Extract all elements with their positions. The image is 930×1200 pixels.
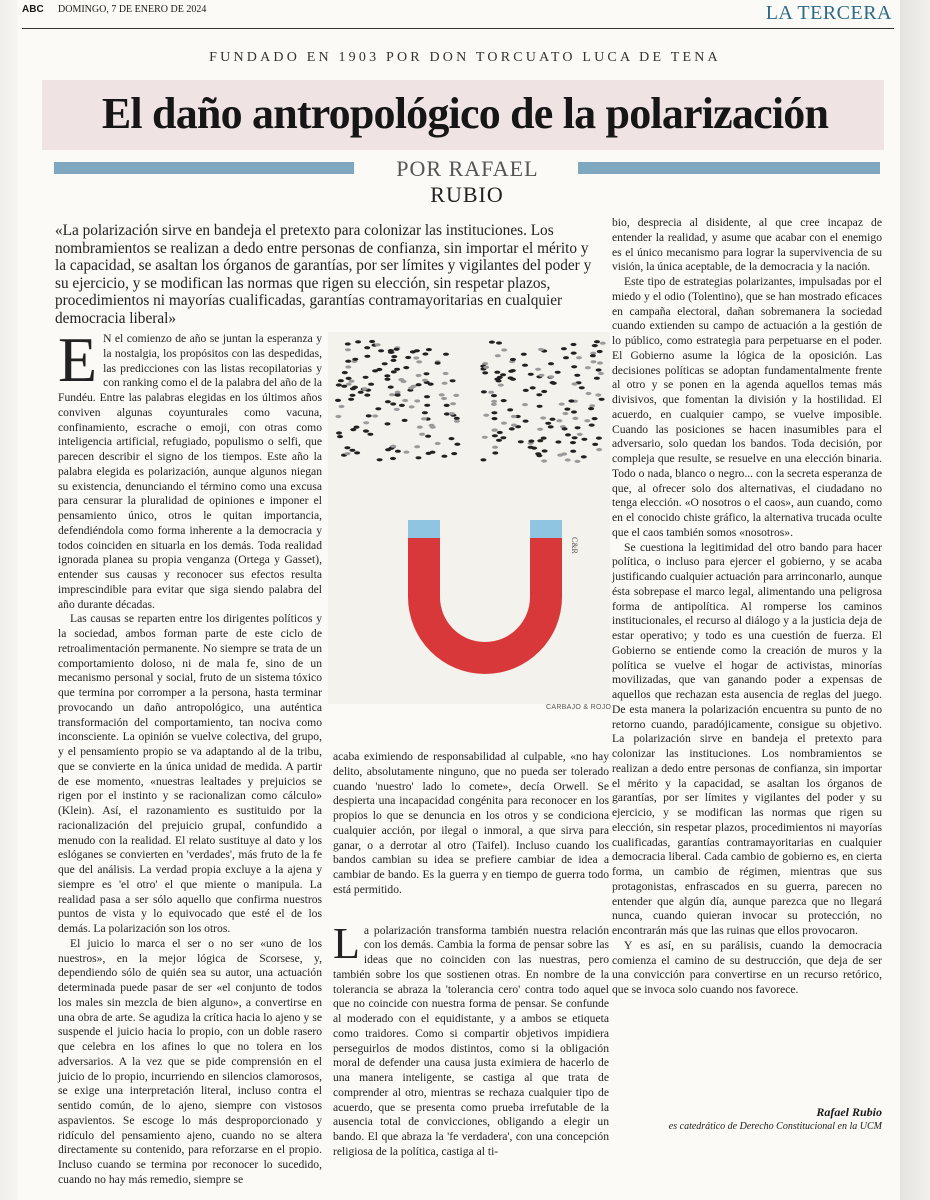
crowd-figure: [454, 443, 460, 446]
paragraph: [58, 324, 322, 612]
crowd-figure: [592, 344, 598, 347]
crowd-figure: [345, 452, 351, 455]
crowd-figure: [585, 366, 591, 369]
paragraph: Se cuestiona la legitimidad del otro bando para hacer política, o incluso para ejercer el gobierno, y se acaba justificando cualquier actuación para arrinconarlo, aunque ésta sobrepase el marco legal, alimentando una peligrosa forma de antipolítica. Al romperse los caminos institucionales, el recurso al diálogo y a la justicia deja de estar operativo; y todo es una cuestión de fuerza. El Gobierno se entiende como la creación de muros y la política se vuelve el hogar de activistas, minorías movilizadas, que van ganando poder a expensas de aquellos que rechazan esta ausencia de reglas del juego. De esta manera la polarización encuentra su punto de no retorno cuando, paradójicamente, consigue su objetivo. La polarización sirve en bandeja el pretexto para colonizar las instituciones. Los nombramientos se realizan a dedo entre personas de confianza, sin importar el mérito y la capacidad, se asaltan los órganos de garantías, por ser límites y vigilantes del poder y su ejercicio, y se modifican las normas que rigen su elección, sin respetar plazos, procedimientos ni mayorías cualificadas, garantías contramayoritarias en cualquier democracia liberal. Cada cambio de gobierno es, en cierta forma, un cambio de régimen, mientras que sus protagonistas, enfrascados en su guerra, parecen no entender que algún día, aunque parezca que no llegará nunca, cuando quieran invocar su protección, no encontrarán más que las ruinas que ellos provocaron.: [612, 540, 882, 937]
crowd-figure: [390, 445, 396, 448]
crowd-figure: [394, 368, 400, 371]
crowd-figure: [372, 369, 378, 372]
crowd-figure: [600, 342, 606, 345]
crowd-figure: [548, 375, 554, 378]
crowd-figure: [561, 347, 567, 350]
crowd-figure: [491, 400, 497, 403]
crowd-figure: [338, 379, 344, 382]
crowd-figure: [565, 458, 571, 461]
crowd-figure: [409, 405, 415, 408]
crowd-figure: [480, 458, 486, 461]
crowd-figure: [523, 420, 529, 423]
crowd-figure: [531, 447, 537, 450]
crowd-figure: [522, 364, 528, 367]
crowd-figure: [422, 352, 428, 355]
crowd-figure: [571, 365, 577, 368]
crowd-figure: [352, 386, 358, 389]
crowd-figure: [537, 428, 543, 431]
crowd-figure: [391, 370, 397, 373]
paragraph-text: a polarización transforma también nuestra relación con los demás. Cambia la forma de pensar sobre las ideas que no coinciden con las nuestras, pero también sobre los que sostienen otras. En nombre de la tolerancia se abraza la 'tolerancia cero' contra todo aquel que no coincide con nuestra forma de pensar. Se confunde al moderado con el equidistante, y a ambos se etiqueta como traidores. Como si compartir objetivos impidiera perseguirlos de modos distintos, como si la obligación moral de defender una causa justa eximiera de hacerlo de una manera inteligente, se castiga al que trata de comprender al otro, mientras se rechaza cualquier tipo de acuerdo, que se presenta como prueba irrefutable de la ausencia total de convicciones, obligando a elegir un bando. El que abraza la 'fe verdadera', con una concepción religiosa de la política, castiga al ti-: [333, 923, 609, 1158]
crowd-figure: [579, 386, 585, 389]
crowd-figure: [390, 402, 396, 405]
crowd-figure: [500, 373, 506, 376]
crowd-figure: [385, 422, 391, 425]
crowd-figure: [441, 397, 447, 400]
column-3: [612, 216, 882, 998]
crowd-figure: [335, 415, 341, 418]
crowd-figure: [337, 435, 343, 438]
crowd-figure: [385, 378, 391, 381]
crowd-figure: [565, 433, 571, 436]
crowd-figure: [435, 442, 441, 445]
magnet-icon: [408, 537, 562, 674]
crowd-figure: [492, 451, 498, 454]
crowd-figure: [492, 417, 498, 420]
crowd-figure: [522, 403, 528, 406]
crowd-figure: [410, 350, 416, 353]
crowd-figure: [348, 398, 354, 401]
crowd-figure: [590, 354, 596, 357]
founded-line: FUNDADO EN 1903 POR DON TORCUATO LUCA DE TENA: [209, 50, 721, 65]
crowd-figure: [589, 404, 595, 407]
crowd-figure: [439, 393, 445, 396]
paragraph: acaba eximiendo de responsabilidad al culpable, «no hay delito, absolutamente ninguno, que no pueda ser tolerado cuando 'nuestro' lado lo comete», decía Orwell. Se despierta una incapacidad congénita para reconocer en los propios lo que se denuncia en los otros y se condiciona cualquier acción, por ilegal o inmoral, a que sirva para ganar, o a derrotar al otro (Taifel). Incluso cuando los bandos cambian su idea se prefiere cambiar de idea a cambiar de bando. Es la guerra y en tiempo de guerra todo está permitido.: [333, 750, 609, 896]
crowd-figure: [562, 427, 568, 430]
crowd-figure: [538, 348, 544, 351]
crowd-figure: [339, 405, 345, 408]
publication-name: ABC: [22, 4, 44, 15]
crowd-figure: [417, 426, 423, 429]
crowd-figure: [390, 457, 396, 460]
crowd-figure: [541, 459, 547, 462]
column-1: [58, 324, 322, 1188]
crowd-figure: [571, 352, 577, 355]
crowd-figure: [571, 343, 577, 346]
crowd-figure: [482, 436, 488, 439]
crowd-figure: [589, 424, 595, 427]
crowd-figure: [536, 393, 542, 396]
crowd-figure: [562, 412, 568, 415]
crowd-figure: [443, 353, 449, 356]
crowd-figure: [395, 450, 401, 453]
crowd-figure: [402, 419, 408, 422]
crowd-figure: [510, 358, 516, 361]
crowd-figure: [421, 417, 427, 420]
crowd-figure: [388, 349, 394, 352]
crowd-figure: [528, 373, 534, 376]
crowd-figure: [491, 403, 497, 406]
crowd-figure: [372, 414, 378, 417]
drop-cap: E: [58, 324, 98, 395]
author-signature: Rafael Rubio: [816, 1105, 882, 1119]
crowd-figure: [413, 356, 419, 359]
crowd-figure: [492, 434, 498, 437]
crowd-figure: [416, 360, 422, 363]
crowd-figure: [557, 454, 563, 457]
crowd-figure: [559, 403, 565, 406]
crowd-figure: [378, 349, 384, 352]
magnet-pole-right: [530, 520, 562, 538]
crowd-figure: [375, 343, 381, 346]
crowd-figure: [402, 399, 408, 402]
crowd-figure: [563, 356, 569, 359]
crowd-figure: [508, 370, 514, 373]
crowd-figure: [450, 379, 456, 382]
section-name: LA TERCERA: [765, 2, 892, 24]
crowd-figure: [419, 433, 425, 436]
crowd-figure: [572, 417, 578, 420]
crowd-figure: [377, 458, 383, 461]
crowd-figure: [454, 420, 460, 423]
crowd-figure: [453, 394, 459, 397]
crowd-figure: [568, 399, 574, 402]
crowd-figure: [435, 362, 441, 365]
crowd-figure: [599, 398, 605, 401]
crowd-figure: [481, 390, 487, 393]
crowd-figure: [403, 366, 409, 369]
crowd-figure: [422, 379, 428, 382]
crowd-figure: [391, 355, 397, 358]
crowd-figure: [363, 429, 369, 432]
crowd-figure: [541, 390, 547, 393]
crowd-figure: [345, 342, 351, 345]
crowd-figure: [344, 446, 350, 449]
crowd-figure: [510, 378, 516, 381]
crowd-figure: [501, 399, 507, 402]
crowd-figure: [403, 451, 409, 454]
crowd-figure: [346, 377, 352, 380]
crowd-figure: [364, 355, 370, 358]
crowd-figure: [491, 411, 497, 414]
crowd-figure: [449, 412, 455, 415]
crowd-figure: [366, 414, 372, 417]
crowd-figure: [355, 340, 361, 343]
crowd-figure: [482, 371, 488, 374]
crowd-figure: [588, 407, 594, 410]
crowd-figure: [388, 386, 394, 389]
crowd-figure: [574, 374, 580, 377]
crowd-figure: [570, 441, 576, 444]
crowd-figure: [511, 424, 517, 427]
crowd-figure: [539, 374, 545, 377]
crowd-figure: [349, 380, 355, 383]
crowd-figure: [541, 437, 547, 440]
crowd-figure: [591, 360, 597, 363]
crowd-figure: [521, 353, 527, 356]
crowd-figure: [495, 354, 501, 357]
crowd-figure: [367, 433, 373, 436]
crowd-figure: [507, 408, 513, 411]
crowd-figure: [597, 350, 603, 353]
illustration-credit: CARBAJO & ROJO: [546, 704, 612, 711]
crowd-figure: [496, 341, 502, 344]
crowd-figure: [535, 452, 541, 455]
crowd-figure: [385, 448, 391, 451]
crowd-figure: [335, 399, 341, 402]
lead-quote: «La polarización sirve en bandeja el pretexto para colonizar las instituciones. Los nombramientos se realizan a dedo entre personas de confianza, sin importar el mérito y la capacidad, se asaltan los órganos de garantías, por ser límites y vigilantes del poder y su ejercicio, y se modifican las normas que rigen su elección, sin respetar plazos, procedimientos ni mayorías cualificadas, garantías contramayoritarias en cualquier democracia liberal»: [55, 222, 592, 327]
crowd-figure: [385, 400, 391, 403]
crowd-figure: [450, 402, 456, 405]
crowd-figure: [498, 384, 504, 387]
crowd-figure: [501, 422, 507, 425]
crowd-figure: [570, 450, 576, 453]
crowd-figure: [594, 340, 600, 343]
crowd-figure: [342, 371, 348, 374]
crowd-figure: [497, 376, 503, 379]
crowd-figure: [597, 361, 603, 364]
author-role: es catedrático de Derecho Constitucional en la UCM: [668, 1121, 882, 1132]
crowd-figure: [363, 421, 369, 424]
column-2: [333, 750, 609, 1160]
crowd-figure: [586, 392, 592, 395]
crowd-figure: [363, 376, 369, 379]
crowd-figure: [345, 360, 351, 363]
crowd-figure: [488, 391, 494, 394]
crowd-figure: [571, 410, 577, 413]
crowd-figure: [391, 359, 397, 362]
crowd-figure: [454, 417, 460, 420]
crowd-figure: [399, 404, 405, 407]
crowd-figure: [362, 387, 368, 390]
crowd-figure: [358, 391, 364, 394]
crowd-figure: [572, 382, 578, 385]
crowd-figure: [369, 340, 375, 343]
crowd-figure: [540, 416, 546, 419]
crowd-figure: [530, 386, 536, 389]
issue-date: DOMINGO, 7 DE ENERO DE 2024: [58, 4, 207, 15]
crowd-figure: [501, 348, 507, 351]
crowd-figure: [537, 405, 543, 408]
crowd-figure: [523, 389, 529, 392]
crowd-figure: [444, 404, 450, 407]
crowd-figure: [581, 455, 587, 458]
paragraph: Y es así, en su parálisis, cuando la democracia comienza el camino de su destrucción, que deja de ser una convicción para convertirse en un recurso retórico, que se invoca solo cuando nos favorece.: [612, 938, 882, 996]
crowd-figure: [352, 358, 358, 361]
byline-rule-right: [578, 162, 880, 174]
crowd-figure: [596, 448, 602, 451]
crowd-figure: [528, 440, 534, 443]
crowd-figure: [576, 356, 582, 359]
crowd-figure: [375, 407, 381, 410]
crowd-figure: [575, 426, 581, 429]
paragraph: Las causas se reparten entre los dirigentes políticos y la sociedad, ambos forman parte de este ciclo de retroalimentación permanente. No siempre se trata de un comportamiento doloso, ni de mala fe, sino de un mecanismo personal y social, fruto de un sistema tóxico que termina por corromper a la persona, hasta terminar provocando un daño antropológico, una auténtica transformación del comportamiento, tan nociva como inconsciente. La opinión se vuelve colectiva, del grupo, y el pensamiento propio se va adaptando al de la tribu, que se convierte en la única unidad de medida. A partir de ese momento, «nuestras lealtades y prejuicios se rigen por el instinto y se racionalizan como cálculo» (Klein). Así, el razonamiento es sustituido por la racionalización del prejuicio grupal, confundido a menudo con la realidad. El relato sustituye al dato y los eslóganes se convierten en 'verdades', más fruto de la fe que del análisis. La verdad propia excluye a la ajena y siempre es 'el otro' el que miente o manipula. La realidad pasa a ser sólo aquello que confirma nuestros puntos de vista y lo equivocado que esté el de los demás. La polarización son los otros.: [58, 612, 322, 935]
crowd-figure: [398, 378, 404, 381]
crowd-figure: [345, 365, 351, 368]
crowd-figure: [394, 408, 400, 411]
paragraph: El juicio lo marca el ser o no ser «uno de los nuestros», en la mejor lógica de Scorsese, y, dependiendo sólo de quién sea su autor, una actuación determinada puede pasar de ser «el conjunto de todos los males sin mezcla de bien alguno», a convertirse en una obra de arte. Se agudiza la crítica hacia lo ajeno y se suspende el juicio hacia lo propio, con un doble rasero que celebra en los afines lo que no tolera en los adversarios. A la vez que se pide comprensión en el juicio de lo propio, incurriendo en silencios clamorosos, se exige una interpretación literal, incluso contra el sentido común, de lo ajeno, siempre con vistosos aspavientos. Se escoge lo más desproporcionado y ridículo del pensamiento ajeno, cuando no se altera directamente su contenido, para reforzarse en el propio. Incluso cuando se termina por reconocer lo sucedido, cuando no hay más remedio, siempre se: [58, 936, 322, 1186]
crowd-figure: [443, 372, 449, 375]
crowd-figure: [424, 395, 430, 398]
crowd-figure: [416, 374, 422, 377]
crowd-figure: [595, 393, 601, 396]
crowd-figure: [575, 460, 581, 463]
crowd-figure: [550, 381, 556, 384]
crowd-figure: [416, 383, 422, 386]
crowd-figure: [405, 356, 411, 359]
crowd-figure: [354, 451, 360, 454]
crowd-figure: [489, 341, 495, 344]
crowd-figure: [424, 372, 430, 375]
crowd-figure: [395, 391, 401, 394]
artist-signature: C&R: [570, 537, 579, 554]
crowd-figure: [548, 425, 554, 428]
crowd-figure: [483, 366, 489, 369]
crowd-figure: [550, 418, 556, 421]
crowd-figure: [382, 362, 388, 365]
crowd-figure: [556, 419, 562, 422]
crowd-figure: [416, 456, 422, 459]
crowd-figure: [368, 383, 374, 386]
crowd-figure: [345, 348, 351, 351]
byline-rule-left: [54, 162, 354, 174]
crowd-figure: [389, 393, 395, 396]
crowd-figure: [581, 438, 587, 441]
paragraph-text: N el comienzo de año se juntan la esperanza y la nostalgia, los propósitos con las despedidas, las predicciones con las listas recopilatorias y con ranking como el de la palabra del año de la Fundéu. Entre las palabras elegidas en los últimos años conviven algunas coyunturales como vacuna, confinamiento, escrache o emoji, con otras como inteligencia artificial, refugiado, populismo o selfi, que parecen describir el signo de los tiempos. Este año la palabra elegida es polarización, aunque algunos niegan su existencia, denunciando el término como una excusa para censurar la pluralidad de opiniones e imponer el pensamiento único, otros le quitan importancia, defendiéndola como forma inherente a la democracia y todos coinciden en situarla en los demás. Toda realidad ignorada planea su propia venganza (Ortega y Gasset), entender sus causas y reconocer sus efectos resulta imprescindible para evitar que siga siendo palabra del año durante décadas.: [58, 332, 322, 611]
crowd-figure: [572, 436, 578, 439]
crowd-figure: [564, 408, 570, 411]
crowd-figure: [429, 424, 435, 427]
crowd-figure: [511, 415, 517, 418]
byline-name: RUBIO: [430, 182, 504, 207]
crowd-figure: [518, 440, 524, 443]
crowd-figure: [497, 431, 503, 434]
crowd-figures: [335, 340, 606, 463]
crowd-figure: [414, 445, 420, 448]
crowd-figure: [592, 443, 598, 446]
crowd-figure: [584, 419, 590, 422]
crowd-figure: [346, 383, 352, 386]
crowd-figure: [537, 439, 543, 442]
crowd-figure: [548, 362, 554, 365]
crowd-figure: [535, 368, 541, 371]
article-title: El daño antropológico de la polarización: [101, 89, 829, 138]
crowd-figure: [555, 440, 561, 443]
crowd-figure: [424, 404, 430, 407]
crowd-figure: [500, 436, 506, 439]
crowd-figure: [491, 394, 497, 397]
crowd-figure: [494, 371, 500, 374]
crowd-figure: [598, 372, 604, 375]
crowd-figure: [596, 437, 602, 440]
crowd-figure: [336, 431, 342, 434]
crowd-figure: [542, 449, 548, 452]
magnet-illustration: [328, 332, 610, 704]
crowd-figure: [592, 417, 598, 420]
crowd-figure: [492, 446, 498, 449]
crowd-figure: [426, 452, 432, 455]
magnet-pole-left: [408, 520, 440, 538]
crowd-figure: [350, 394, 356, 397]
crowd-figure: [384, 374, 390, 377]
crowd-figure: [451, 452, 457, 455]
paragraph: [333, 918, 609, 1160]
drop-cap: L: [333, 918, 360, 968]
crowd-figure: [594, 377, 600, 380]
crowd-figure: [426, 348, 432, 351]
crowd-figure: [414, 399, 420, 402]
crowd-figure: [364, 346, 370, 349]
crowd-figure: [496, 439, 502, 442]
crowd-figure: [395, 394, 401, 397]
crowd-figure: [596, 368, 602, 371]
byline: [358, 156, 576, 208]
crowd-figure: [577, 433, 583, 436]
byline-prefix: POR RAFAEL: [396, 156, 538, 181]
crowd-figure: [509, 427, 515, 430]
crowd-figure: [442, 382, 448, 385]
paragraph: bio, desprecia al disidente, al que cree incapaz de entender la realidad, y asume que acabar con el enemigo es el único mecanismo para lograr la supervivencia de su visión, la única aceptable, de la democracia y la nación.: [612, 216, 882, 274]
crowd-figure: [545, 422, 551, 425]
crowd-figure: [483, 414, 489, 417]
crowd-figure: [425, 435, 431, 438]
crowd-figure: [449, 437, 455, 440]
crowd-figure: [336, 383, 342, 386]
crowd-figure: [349, 449, 355, 452]
crowd-figure: [394, 348, 400, 351]
crowd-figure: [422, 411, 428, 414]
illustration: [328, 332, 610, 704]
crowd-figure: [364, 394, 370, 397]
crowd-figure: [441, 455, 447, 458]
crowd-figure: [492, 428, 498, 431]
crowd-figure: [555, 371, 561, 374]
paragraph: Este tipo de estrategias polarizantes, impulsadas por el miedo y el odio (Tolentino), que se han mostrado eficaces en campaña electoral, dañan sobremanera la sociedad cuando extienden su campo de actuación a la gestión de lo público, como estrategia para perpetuarse en el poder. El Gobierno asume la lógica de la oposición. Las decisiones políticas se adoptan fundamentalmente frente al otro y se ponen en la agenda aquellos temas más divisivos, que fomentan la división y la hostilidad. El acuerdo, en cualquier campo, se vuelve imposible. Cuando las posiciones se hacen inasumibles para el adversario, solo quedan los bandos. Toda decisión, por compleja que resulte, se resuelve en una elección binaria. Todo o nada, blanco o negro... con la secreta esperanza de que, al ofrecer solo dos alternativas, el ciudadano no tenga elección. «O nosotros o el caos», aun cuando, como en el conocido chiste gráfico, la alternativa trucada oculte que el caos también somos «nosotros».: [612, 275, 882, 539]
crowd-figure: [350, 428, 356, 431]
